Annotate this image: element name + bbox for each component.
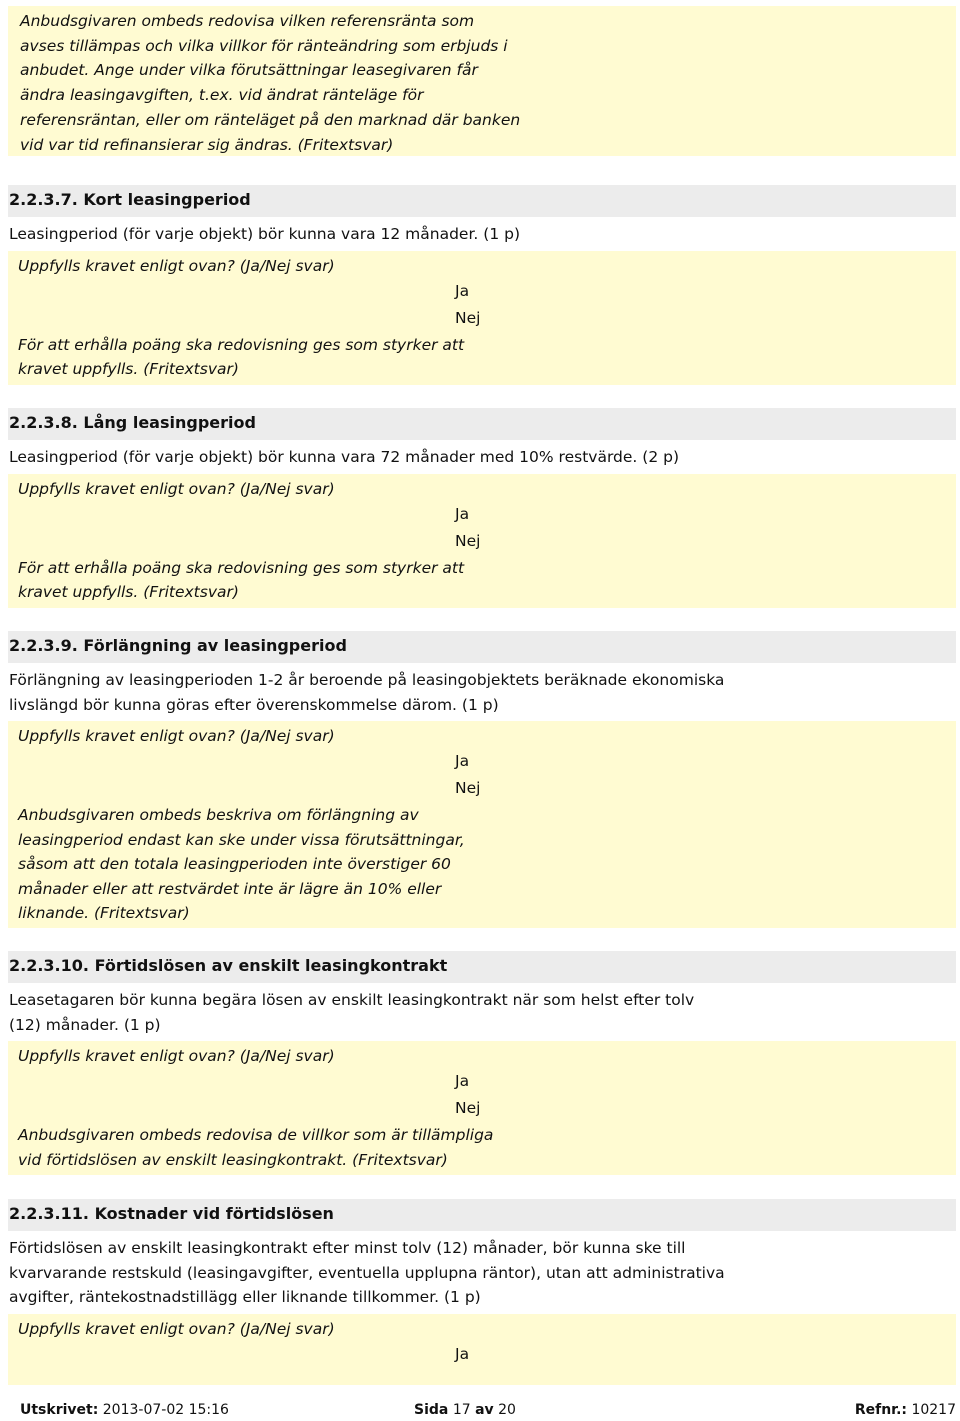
option-nej[interactable]: Nej <box>455 779 481 797</box>
option-nej[interactable]: Nej <box>455 531 481 550</box>
option-ja[interactable]: Ja <box>455 1072 470 1090</box>
section-title: Kort leasingperiod <box>83 190 251 209</box>
question-label: Uppfylls kravet enligt ovan? (Ja/Nej svar) <box>18 479 335 498</box>
option-nej[interactable]: Nej <box>455 1099 481 1117</box>
section-heading <box>8 1199 956 1231</box>
section-title: Förlängning av leasingperiod <box>83 636 347 655</box>
page-footer <box>20 1402 956 1420</box>
desc-line: Leasingperiod (för varje objekt) bör kunna vara 72 månader med 10% restvärde. (2 p) <box>9 448 679 466</box>
desc-line: Förtidslösen av enskilt leasingkontrakt efter minst tolv (12) månader, bör kunna ske till <box>9 1239 686 1257</box>
answer-box <box>8 721 956 928</box>
section-heading <box>8 951 956 983</box>
desc-line: livslängd bör kunna göras efter överenskommelse därom. (1 p) <box>9 695 499 714</box>
question-label: Uppfylls kravet enligt ovan? (Ja/Nej svar) <box>18 1319 335 1338</box>
option-nej[interactable]: Nej <box>455 308 481 327</box>
ref-label: Refnr.: <box>854 1402 907 1418</box>
section-forlangning <box>8 631 956 928</box>
note-line: Anbudsgivaren ombeds redovisa de villkor som är tillämpliga <box>18 1126 494 1144</box>
section-number: 2.2.3.10. <box>9 956 89 975</box>
ref-value: 10217 <box>907 1402 956 1418</box>
answer-box <box>8 1041 956 1175</box>
free-text-note <box>18 803 946 926</box>
desc-line: avgifter, räntekostnadstillägg eller liknande tillkommer. (1 p) <box>9 1288 481 1306</box>
section-title: Lång leasingperiod <box>83 413 256 432</box>
section-description <box>8 440 956 470</box>
section-lang-leasingperiod <box>8 408 956 608</box>
page-indicator <box>414 1402 516 1418</box>
section-number: 2.2.3.11. <box>9 1204 89 1223</box>
page-of: av <box>475 1402 494 1418</box>
note-line: kravet uppfylls. (Fritextsvar) <box>18 583 239 601</box>
desc-line: Leasetagaren bör kunna begära lösen av enskilt leasingkontrakt när som helst efter tolv <box>9 991 695 1009</box>
section-description <box>8 1231 956 1310</box>
note-line: leasingperiod endast kan ske under vissa förutsättningar, <box>18 830 465 849</box>
section-heading <box>8 408 956 440</box>
note-line: liknande. (Fritextsvar) <box>18 904 190 922</box>
note-line: vid förtidslösen av enskilt leasingkontrakt. (Fritextsvar) <box>18 1150 448 1169</box>
section-kort-leasingperiod <box>8 185 956 385</box>
section-description <box>8 217 956 247</box>
question-label: Uppfylls kravet enligt ovan? (Ja/Nej svar) <box>18 727 335 745</box>
note-line: För att erhålla poäng ska redovisning ges som styrker att <box>18 335 465 354</box>
intro-line: referensräntan, eller om ränteläget på den marknad där banken <box>20 110 521 129</box>
note-line: För att erhålla poäng ska redovisning ges som styrker att <box>18 558 465 577</box>
intro-line: anbudet. Ange under vilka förutsättningar leasegivaren får <box>20 61 478 80</box>
section-number: 2.2.3.8. <box>9 413 78 432</box>
option-ja[interactable]: Ja <box>455 1344 470 1363</box>
printed-label: Utskrivet: <box>20 1402 99 1418</box>
free-text-note <box>18 333 946 382</box>
question-label: Uppfylls kravet enligt ovan? (Ja/Nej svar) <box>18 256 335 275</box>
print-timestamp <box>20 1402 229 1418</box>
desc-line: (12) månader. (1 p) <box>9 1015 161 1034</box>
note-line: såsom att den totala leasingperioden inte överstiger 60 <box>18 855 451 873</box>
option-ja[interactable]: Ja <box>455 752 470 770</box>
option-ja[interactable]: Ja <box>455 281 470 300</box>
desc-line: Leasingperiod (för varje objekt) bör kunna vara 12 månader. (1 p) <box>9 225 520 243</box>
section-heading <box>8 631 956 663</box>
option-ja[interactable]: Ja <box>455 504 470 523</box>
free-text-note <box>18 556 946 605</box>
printed-value: 2013-07-02 15:16 <box>98 1402 229 1418</box>
section-fortidslosen <box>8 951 956 1175</box>
intro-line: vid var tid refinansierar sig ändras. (Fritextsvar) <box>20 135 394 154</box>
intro-line: ändra leasingavgiften, t.ex. vid ändrat ränteläge för <box>20 86 424 105</box>
section-kostnader-fortidslosen <box>8 1199 956 1385</box>
intro-line: avses tillämpas och vilka villkor för ränteändring som erbjuds i <box>20 36 508 55</box>
section-description <box>8 663 956 717</box>
intro-answer-box <box>8 6 956 156</box>
desc-line: Förlängning av leasingperioden 1-2 år beroende på leasingobjektets beräknade ekonomiska <box>9 671 725 689</box>
desc-line: kvarvarande restskuld (leasingavgifter, eventuella upplupna räntor), utan att administrativa <box>9 1263 725 1282</box>
section-description <box>8 983 956 1037</box>
question-label: Uppfylls kravet enligt ovan? (Ja/Nej svar) <box>18 1047 335 1065</box>
note-line: månader eller att restvärdet inte är lägre än 10% eller <box>18 879 442 898</box>
reference-number <box>855 1402 956 1418</box>
note-line: Anbudsgivaren ombeds beskriva om förlängning av <box>18 806 419 824</box>
page-current: 17 <box>452 1402 471 1418</box>
page-label: Sida <box>414 1402 449 1418</box>
section-title: Kostnader vid förtidslösen <box>94 1204 334 1223</box>
answer-box <box>8 251 956 385</box>
answer-box <box>8 474 956 608</box>
intro-line: Anbudsgivaren ombeds redovisa vilken referensränta som <box>20 12 475 30</box>
section-title: Förtidslösen av enskilt leasingkontrakt <box>94 956 448 975</box>
free-text-note <box>18 1123 946 1172</box>
section-number: 2.2.3.9. <box>9 636 78 655</box>
answer-box <box>8 1314 956 1385</box>
note-line: kravet uppfylls. (Fritextsvar) <box>18 360 239 378</box>
page-total: 20 <box>498 1402 516 1418</box>
section-number: 2.2.3.7. <box>9 190 78 209</box>
section-heading <box>8 185 956 217</box>
